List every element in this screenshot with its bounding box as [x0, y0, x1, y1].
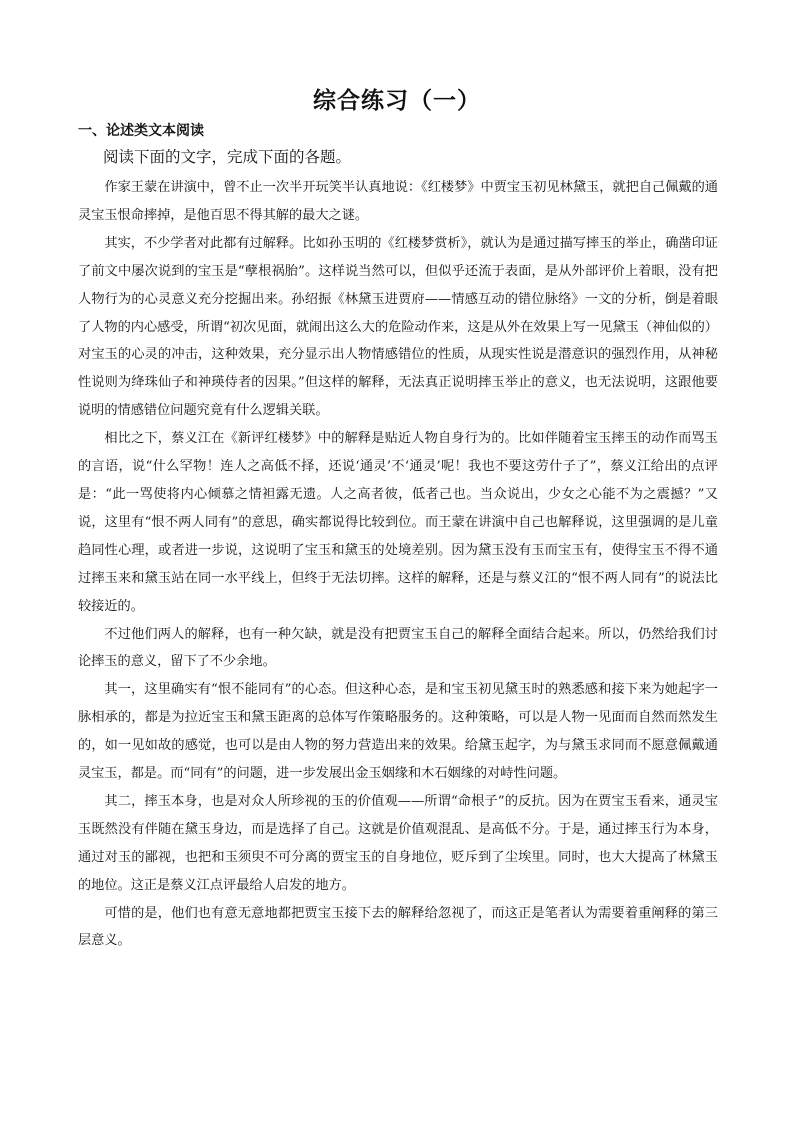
paragraph-3: 相比之下，蔡义江在《新评红楼梦》中的解释是贴近人物自身行为的。比如伴随着宝玉摔玉的动作而骂玉的言语，说“什么罕物！连人之高低不择，还说‘通灵’不‘通灵’呢！我也不要这劳什子了”，蔡义江给出的点评是：“此一骂使将内心倾慕之情袒露无遗。人之高者彼，低者己也。当众说出，少女之心能不为之震撼？”又说，这里有“恨不两人同有”的意思，确实都说得比较到位。而王蒙在讲演中自己也解释说，这里强调的是儿童趋同性心理，或者进一步说，这说明了宝玉和黛玉的处境差别。因为黛玉没有玉而宝玉有，使得宝玉不得不通过摔玉来和黛玉站在同一水平线上，但终于无法切摔。这样的解释，还是与蔡义江的“恨不两人同有”的说法比较接近的。 — [78, 431, 718, 614]
paragraph-1: 作家王蒙在讲演中，曾不止一次半开玩笑半认真地说：《红楼梦》中贾宝玉初见林黛玉，就把自己佩戴的通灵宝玉恨命摔掉，是他百思不得其解的最大之谜。 — [78, 180, 718, 223]
paragraph-7: 可惜的是，他们也有意无意地都把贾宝玉接下去的解释给忽视了，而这正是笔者认为需要着重阐释的第三层意义。 — [78, 905, 718, 949]
paragraph-4: 不过他们两人的解释，也有一种欠缺，就是没有把贾宝玉自己的解释全面结合起来。所以，仍然给我们讨论摔玉的意义，留下了不少余地。 — [78, 626, 718, 670]
reading-instruction: 阅读下面的文字，完成下面的各题。 — [103, 148, 352, 166]
document-title: 综合练习（一） — [313, 88, 481, 114]
passage-body — [78, 174, 718, 955]
paragraph-5: 其一，这里确实有“恨不能同有”的心态。但这种心态，是和宝玉初见黛玉时的熟悉感和接下来为她起字一脉相承的，都是为拉近宝玉和黛玉距离的总体写作策略服务的。这种策略，可以是人物一见面而自然而然发生的，如一见如故的感觉，也可以是由人物的努力营造出来的效果。给黛玉起字，为与黛玉求同而不愿意佩戴通灵宝玉，都是。而“同有”的问题，进一步发展出金玉姻缘和木石姻缘的对峙性问题。 — [78, 682, 718, 782]
paragraph-6: 其二，摔玉本身，也是对众人所珍视的玉的价值观——所谓“命根子”的反抗。因为在贾宝玉看来，通灵宝玉既然没有伴随在黛玉身边，而是选择了自己。这就是价值观混乱、是高低不分。于是，通过摔玉行为本身，通过对玉的鄙视，也把和玉须臾不可分离的贾宝玉的自身地位，贬斥到了尘埃里。同时，也大大提高了林黛玉的地位。这正是蔡义江点评最给人启发的地方。 — [78, 793, 718, 893]
paragraph-2: 其实，不少学者对此都有过解释。比如孙玉明的《红楼梦赏析》，就认为是通过描写摔玉的举止，确凿印证了前文中屡次说到的宝玉是“孽根祸胎”。这样说当然可以，但似乎还流于表面，是从外部评价上着眼，没有把人物行为的心灵意义充分挖掘出来。孙绍振《林黛玉进贾府——情感互动的错位脉络》一文的分析，倒是着眼了人物的内心感受，所谓“初次见面，就闹出这么大的危险动作来，这是从外在效果上写一见黛玉（神仙似的）对宝玉的心灵的冲击，这种效果，充分显示出人物情感错位的性质，从现实性说是潜意识的强烈作用，从神秘性说则为绛珠仙子和神瑛侍者的因果。”但这样的解释，无法真正说明摔玉举止的意义，也无法说明，这跟他要说明的情感错位问题究竟有什么逻辑关联。 — [78, 235, 718, 419]
section-heading: 一、论述类文本阅读 — [78, 123, 204, 139]
